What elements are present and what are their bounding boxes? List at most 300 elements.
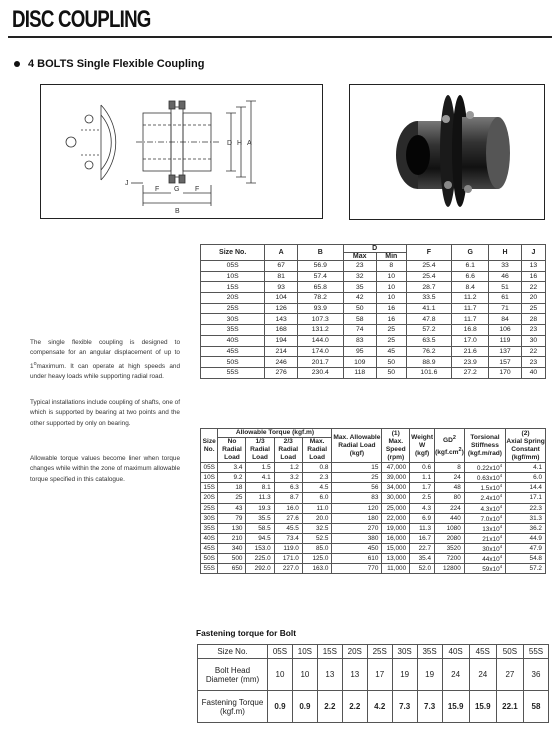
description-text: The single flexible coupling is designed to compensate for an angular displacement of up to 1 (30, 339, 180, 370)
table-row (198, 659, 549, 691)
fastening-table (197, 644, 549, 723)
table-row (201, 314, 546, 325)
table-row (201, 367, 546, 378)
table-cell: 7200 (435, 554, 465, 564)
table-cell: 20S (342, 645, 367, 659)
table-cell: 55S (201, 564, 218, 574)
table-cell: 88.9 (406, 357, 452, 368)
table-cell: 93.9 (297, 303, 343, 314)
table-cell: 57.4 (297, 271, 343, 282)
table-cell: 10S (201, 473, 218, 483)
table-cell: 13 (521, 261, 545, 272)
table-cell: 32.5 (302, 523, 332, 533)
table-cell: 58 (523, 691, 548, 723)
table-cell: 16 (376, 303, 406, 314)
table-cell: 73.4 (274, 533, 302, 543)
stiffness-exponent: 4 (499, 503, 503, 509)
table-row (201, 335, 546, 346)
table-cell: 1.7 (410, 483, 435, 493)
table-cell: 6.9 (410, 513, 435, 523)
stiffness-value: 44x10 (482, 556, 500, 564)
table-cell: 23 (521, 357, 545, 368)
table-cell: 11.7 (452, 303, 489, 314)
table-row (201, 493, 546, 503)
table-cell: 79 (218, 513, 246, 523)
stiffness-exponent: 4 (499, 513, 503, 519)
table-cell (464, 483, 505, 493)
table-cell: 63.5 (406, 335, 452, 346)
table-cell: 46 (489, 271, 522, 282)
table-cell (464, 463, 505, 473)
table-cell (464, 493, 505, 503)
table-cell: 25.4 (406, 271, 452, 282)
fastening-heading: Fastening torque for Bolt (196, 628, 297, 638)
table-cell: 13 (317, 659, 342, 691)
table-cell: 174.0 (297, 346, 343, 357)
table-cell: 10 (292, 659, 317, 691)
table-cell: 7.3 (417, 691, 442, 723)
table-cell: 50 (376, 367, 406, 378)
table-cell: 6.0 (506, 473, 546, 483)
header-gd2 (435, 429, 465, 463)
table-cell: 13 (342, 659, 367, 691)
stiffness-exponent: 4 (499, 493, 503, 499)
table-cell: 10 (268, 659, 293, 691)
table-cell: 16.7 (410, 533, 435, 543)
header-size: Size No. (201, 429, 218, 463)
table-cell: 52.0 (410, 564, 435, 574)
table-cell: 65.8 (297, 282, 343, 293)
table-cell: 610 (332, 554, 382, 564)
table-cell: 101.6 (406, 367, 452, 378)
table-row (198, 645, 549, 659)
table-cell: 104 (265, 293, 298, 304)
table-cell: 4.1 (246, 473, 274, 483)
table-cell: 17 (367, 659, 392, 691)
header-j: J (521, 245, 545, 261)
table-cell: 230.4 (297, 367, 343, 378)
stiffness-exponent: 4 (499, 533, 503, 539)
table-cell (464, 503, 505, 513)
header-d-max: Max (343, 253, 376, 261)
table-cell: 57.2 (406, 325, 452, 336)
table-cell: 8 (435, 463, 465, 473)
table-cell: 157 (489, 357, 522, 368)
table-cell: 52.5 (302, 533, 332, 543)
table-cell: 54.8 (506, 554, 546, 564)
table-cell: 33.5 (406, 293, 452, 304)
dim-label-f2: F (195, 186, 200, 193)
table-cell: 340 (218, 544, 246, 554)
dim-label-a: A (247, 140, 252, 147)
table-cell (464, 533, 505, 543)
table-cell: 1080 (435, 523, 465, 533)
header-allowable-torque: Allowable Torque (kgf.m) (218, 429, 332, 438)
header-a: A (265, 245, 298, 261)
bullet-icon (14, 61, 20, 67)
performance-table (200, 428, 546, 574)
table-cell: 15.9 (469, 691, 496, 723)
stiffness-value: 0.22x10 (476, 465, 500, 473)
section-title: 4 BOLTS Single Flexible Coupling (28, 58, 205, 70)
table-cell: 270 (332, 523, 382, 533)
table-cell (464, 564, 505, 574)
table-cell: 227.0 (274, 564, 302, 574)
row-label-torque: Fastening Torque (kgf.m) (198, 691, 268, 723)
header-max-speed-label: Max. Speed (385, 437, 406, 453)
table-cell: 171.0 (274, 554, 302, 564)
table-cell: 0.6 (410, 463, 435, 473)
table-cell: 45S (469, 645, 496, 659)
table-cell: 225.0 (246, 554, 274, 564)
table-cell: 47.9 (506, 544, 546, 554)
table-cell: 05S (201, 261, 265, 272)
table-cell: 25 (376, 325, 406, 336)
table-cell: 15S (317, 645, 342, 659)
table-cell: 15,000 (382, 544, 410, 554)
header-torsional-stiffness (461, 429, 505, 463)
header-max-allowable-radial: Max. Allowable Radial Load (kgf) (332, 429, 382, 463)
stiffness-value: 30x10 (482, 546, 500, 554)
table-cell: 119 (489, 335, 522, 346)
table-cell: 45.5 (274, 523, 302, 533)
table-row (201, 261, 546, 272)
table-cell: 163.0 (302, 564, 332, 574)
table-cell: 6.0 (302, 493, 332, 503)
table-cell: 85.0 (302, 544, 332, 554)
table-cell: 4.2 (367, 691, 392, 723)
table-cell: 25S (201, 503, 218, 513)
table-cell (464, 544, 505, 554)
table-cell: 6.1 (452, 261, 489, 272)
header-weight-unit: (kgf) (414, 449, 430, 457)
table-cell: 20 (521, 293, 545, 304)
stiffness-exponent: 4 (499, 523, 503, 529)
table-cell: 50 (343, 303, 376, 314)
technical-drawing (40, 84, 323, 219)
table-cell: 1.1 (410, 473, 435, 483)
description-paragraph-1 (30, 338, 180, 383)
table-cell: 194 (265, 335, 298, 346)
dim-label-b: B (175, 208, 180, 215)
table-cell: 11,000 (382, 564, 410, 574)
table-row (201, 282, 546, 293)
table-cell: 246 (265, 357, 298, 368)
table-cell: 30S (201, 314, 265, 325)
table-cell: 137 (489, 346, 522, 357)
header-f: F (406, 245, 452, 261)
dim-label-f: F (155, 186, 160, 193)
table-cell: 153.0 (246, 544, 274, 554)
dim-label-j: J (125, 180, 129, 187)
table-row (198, 691, 549, 723)
table-cell: 12800 (435, 564, 465, 574)
table-cell: 19 (417, 659, 442, 691)
table-cell: 27.2 (452, 367, 489, 378)
coupling-photo-svg (350, 85, 546, 221)
header-max-speed (382, 429, 410, 463)
table-cell: 3.2 (274, 473, 302, 483)
table-cell: 43 (218, 503, 246, 513)
table-cell: 55S (523, 645, 548, 659)
table-cell: 57.2 (506, 564, 546, 574)
table-cell: 47,000 (382, 463, 410, 473)
table-row (201, 271, 546, 282)
table-cell: 143 (265, 314, 298, 325)
header-spring-unit: (kgf/mm) (511, 453, 540, 461)
table-cell: 11.2 (452, 293, 489, 304)
table-cell: 22 (521, 346, 545, 357)
table-cell: 1.2 (274, 463, 302, 473)
table-cell: 48 (435, 483, 465, 493)
table-cell: 41.1 (406, 303, 452, 314)
stiffness-value: 2.4x10 (480, 495, 500, 503)
table-cell (464, 523, 505, 533)
table-cell: 23 (343, 261, 376, 272)
table-cell (464, 513, 505, 523)
table-cell: 2.2 (317, 691, 342, 723)
table-cell: 276 (265, 367, 298, 378)
coupling-drawing-svg (41, 85, 324, 220)
table-cell: 6.6 (452, 271, 489, 282)
table-cell: 51 (489, 282, 522, 293)
table-cell: 15.9 (442, 691, 469, 723)
table-cell: 126 (265, 303, 298, 314)
table-cell: 16 (376, 314, 406, 325)
table-cell: 2080 (435, 533, 465, 543)
table-cell: 55S (201, 367, 265, 378)
table-cell: 450 (332, 544, 382, 554)
table-cell: 10 (376, 293, 406, 304)
table-cell: 120 (332, 503, 382, 513)
header-h: H (489, 245, 522, 261)
table-cell: 13,000 (382, 554, 410, 564)
table-cell: 80 (435, 493, 465, 503)
header-two-thirds-radial: 2/3 Radial Load (274, 438, 302, 463)
table-cell: 8.1 (246, 483, 274, 493)
table-cell: 17.0 (452, 335, 489, 346)
table-cell: 11.3 (410, 523, 435, 533)
table-cell: 131.2 (297, 325, 343, 336)
table-cell: 11.3 (246, 493, 274, 503)
header-weight-label: Weight W (411, 433, 434, 449)
table-cell: 45S (201, 544, 218, 554)
table-cell: 50S (201, 357, 265, 368)
header-stiffness-label: Torsional Stiffness (470, 433, 500, 449)
table-cell: 36 (523, 659, 548, 691)
table-cell: 56 (332, 483, 382, 493)
table-cell: 35S (201, 325, 265, 336)
table-cell: 35.5 (246, 513, 274, 523)
header-stiffness-unit: (kgf.m/rad) (467, 449, 502, 457)
table-cell: 7.3 (392, 691, 417, 723)
header-size: Size No. (201, 245, 265, 261)
table-cell: 22.3 (506, 503, 546, 513)
header-b: B (297, 245, 343, 261)
table-cell: 4.1 (506, 463, 546, 473)
header-gd-label: GD (442, 437, 453, 445)
degree-superscript: o (33, 360, 37, 367)
table-cell: 11.0 (302, 503, 332, 513)
dim-label-d: D (227, 140, 233, 147)
table-row (201, 513, 546, 523)
table-cell: 21.6 (452, 346, 489, 357)
table-cell: 20.0 (302, 513, 332, 523)
table-row (201, 346, 546, 357)
table-cell: 25.4 (406, 261, 452, 272)
table-cell: 25 (332, 473, 382, 483)
table-cell: 107.3 (297, 314, 343, 325)
table-cell: 25 (376, 335, 406, 346)
row-label-size: Size No. (198, 645, 268, 659)
table-cell: 42 (343, 293, 376, 304)
header-no-radial: No Radial Load (218, 438, 246, 463)
table-cell: 10S (292, 645, 317, 659)
table-cell: 40S (201, 533, 218, 543)
table-cell: 106 (489, 325, 522, 336)
table-cell: 16.0 (274, 503, 302, 513)
table-cell: 50 (376, 357, 406, 368)
table-cell: 25,000 (382, 503, 410, 513)
table-cell: 35.4 (410, 554, 435, 564)
table-cell: 28 (521, 314, 545, 325)
table-cell: 2.5 (410, 493, 435, 503)
table-cell: 27 (496, 659, 523, 691)
table-cell (464, 554, 505, 564)
table-cell: 78.2 (297, 293, 343, 304)
table-cell: 144.0 (297, 335, 343, 346)
table-cell: 292.0 (246, 564, 274, 574)
table-cell: 770 (332, 564, 382, 574)
header-g: G (452, 245, 489, 261)
header-gd-sup: 2 (452, 435, 456, 442)
table-cell: 22,000 (382, 513, 410, 523)
table-cell: 45S (201, 346, 265, 357)
header-divider (8, 36, 552, 38)
stiffness-value: 0.63x10 (476, 475, 500, 483)
stiffness-value: 13x10 (482, 525, 500, 533)
table-cell: 650 (218, 564, 246, 574)
table-cell: 214 (265, 346, 298, 357)
stiffness-value: 4.3x10 (480, 505, 500, 513)
table-cell: 95 (343, 346, 376, 357)
table-cell: 170 (489, 367, 522, 378)
table-cell: 71 (489, 303, 522, 314)
stiffness-exponent: 4 (499, 463, 503, 468)
table-cell: 50S (201, 554, 218, 564)
header-gd-unit: (kgf.cm (435, 448, 459, 456)
table-cell: 30 (521, 335, 545, 346)
header-one-third-radial: 1/3 Radial Load (246, 438, 274, 463)
table-cell: 32 (343, 271, 376, 282)
table-cell: 180 (332, 513, 382, 523)
product-photo (349, 84, 545, 220)
table-cell: 93 (265, 282, 298, 293)
header-gd-unit-end: ) (461, 448, 464, 456)
table-cell: 74 (343, 325, 376, 336)
table-cell: 24 (442, 659, 469, 691)
table-cell: 1.5 (246, 463, 274, 473)
table-cell: 40S (201, 335, 265, 346)
table-cell: 25 (521, 303, 545, 314)
table-cell: 31.3 (506, 513, 546, 523)
section-heading (14, 58, 204, 70)
table-cell: 11.7 (452, 314, 489, 325)
header-d-min: Min (376, 253, 406, 261)
table-cell: 500 (218, 554, 246, 564)
table-row (201, 325, 546, 336)
table-cell: 33 (489, 261, 522, 272)
table-cell: 61 (489, 293, 522, 304)
table-cell: 17.1 (506, 493, 546, 503)
table-cell: 25S (201, 303, 265, 314)
table-cell: 4.5 (302, 483, 332, 493)
table-cell: 47.8 (406, 314, 452, 325)
table-row (201, 544, 546, 554)
table-cell: 8 (376, 261, 406, 272)
table-row (201, 503, 546, 513)
table-cell: 380 (332, 533, 382, 543)
table-cell: 44.9 (506, 533, 546, 543)
table-cell: 0.9 (292, 691, 317, 723)
table-cell: 20S (201, 493, 218, 503)
table-cell: 24 (435, 473, 465, 483)
table-row (201, 473, 546, 483)
table-cell: 81 (265, 271, 298, 282)
note-1: (1) (391, 429, 400, 437)
table-cell: 94.5 (246, 533, 274, 543)
table-row (201, 533, 546, 543)
table-cell: 45 (376, 346, 406, 357)
table-cell: 6.3 (274, 483, 302, 493)
description-paragraph-2: Typical installations include coupling of shafts, one of which is supported by bearing at two points and the other supported by only on bearing. (30, 399, 180, 427)
note-2: (2) (521, 429, 530, 437)
table-cell: 39,000 (382, 473, 410, 483)
header-gd-unit-sup: 2 (458, 446, 462, 453)
table-cell: 25 (218, 493, 246, 503)
stiffness-exponent: 4 (499, 564, 503, 570)
stiffness-value: 7.0x10 (480, 515, 500, 523)
table-cell: 23.9 (452, 357, 489, 368)
stiffness-exponent: 4 (499, 473, 503, 479)
table-cell: 118 (343, 367, 376, 378)
table-cell: 10S (201, 271, 265, 282)
table-cell: 22.7 (410, 544, 435, 554)
row-label-bolt: Bolt Head Diameter (mm) (198, 659, 268, 691)
table-row (201, 564, 546, 574)
header-axial-spring (506, 429, 546, 463)
table-cell: 05S (268, 645, 293, 659)
table-cell: 58 (343, 314, 376, 325)
stiffness-value: 59x10 (482, 566, 500, 574)
table-cell: 15S (201, 483, 218, 493)
stiffness-value: 21x10 (482, 536, 500, 543)
table-cell: 83 (332, 493, 382, 503)
table-cell: 23 (521, 325, 545, 336)
table-cell: 36.2 (506, 523, 546, 533)
table-cell: 15S (201, 282, 265, 293)
dim-label-h: H (237, 140, 243, 147)
table-cell: 3520 (435, 544, 465, 554)
table-cell: 4.3 (410, 503, 435, 513)
table-cell: 19 (392, 659, 417, 691)
table-cell: 83 (343, 335, 376, 346)
table-row (201, 483, 546, 493)
table-cell: 10 (376, 271, 406, 282)
table-cell: 18 (218, 483, 246, 493)
table-row (201, 303, 546, 314)
table-cell: 440 (435, 513, 465, 523)
